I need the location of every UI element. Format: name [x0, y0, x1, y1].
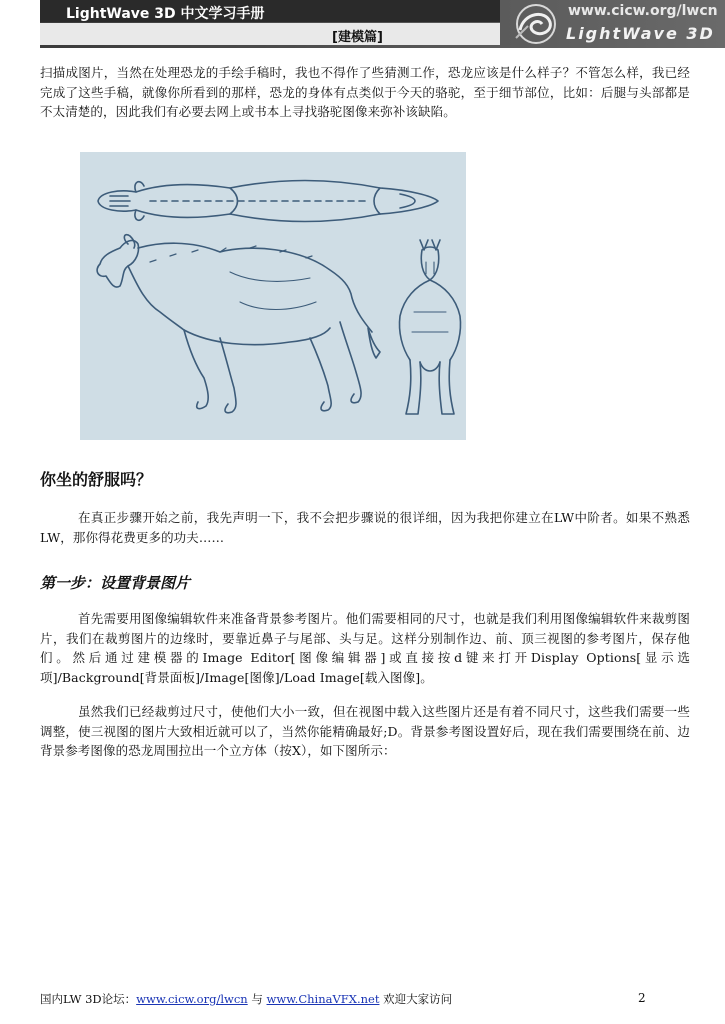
footer-suffix: 欢迎大家访问 [379, 992, 453, 1006]
three-view-sketch [80, 152, 466, 440]
footer-connector: 与 [247, 992, 267, 1006]
header-section-strip [40, 23, 500, 45]
adjust-size-paragraph: 虽然我们已经裁剪过尺寸，使他们大小一致，但在视图中载入这些图片还是有着不同尺寸，这些我们需要一些调整，使三视图的图片大致相近就可以了，当然你能精确最好;D。背景参考图设置好后，现在我们需要围绕在前、边背景参考图像的恐龙周围拉出一个立方体（按X），如下图所示： [40, 704, 690, 758]
manual-title: LightWave 3D 中文学习手册 [66, 6, 265, 22]
page-footer [40, 991, 685, 1007]
header-url: www.cicw.org/lwcn [568, 3, 718, 19]
dinosaur-sketch-image [80, 152, 466, 440]
section-heading-comfortable: 你坐的舒服吗？ [40, 470, 153, 489]
brand-logo-text: LightWave 3D [566, 24, 715, 43]
background-setup-paragraph: 首先需要用图像编辑软件来准备背景参考图片。他们需要相同的尺寸，也就是我们利用图像编辑软件来裁剪图片，我们在裁剪图片的边缘时，要靠近鼻子与尾部、头与足。这样分别制作边、前、顶三视图的参考图片，保存他们。然后通过建模器的Image Editor[图像编辑器]或直接按d键来打开Display Options[显示选项]/Background[背景面板]/Image[图像]/Load Image[载入图像]。 [40, 611, 690, 685]
chinavfx-link[interactable]: www.ChinaVFX.net [266, 992, 380, 1006]
disclaimer-paragraph: 在真正步骤开始之前，我先声明一下，我不会把步骤说的很详细，因为我把你建立在LW中阶者。如果不熟悉LW，那你得花费更多的功夫…… [40, 510, 690, 545]
section-label: [建模篇] [332, 30, 383, 45]
top-view-drawing [98, 181, 438, 222]
step-one-heading: 第一步：设置背景图片 [40, 574, 191, 592]
forum-link[interactable]: www.cicw.org/lwcn [136, 992, 248, 1006]
side-view-drawing [97, 235, 380, 413]
front-view-drawing [399, 240, 460, 414]
page-number: 2 [638, 991, 646, 1005]
page-header [40, 0, 725, 48]
swirl-logo-icon [498, 0, 568, 48]
intro-paragraph: 扫描成图片，当然在处理恐龙的手绘手稿时，我也不得作了些猜测工作，恐龙应该是什么样子？不管怎么样，我已经完成了这些手稿，就像你所看到的那样，恐龙的身体有点类似于今天的骆驼，至于细节部位，比如：后腿与头部都是不太清楚的，因此我们有必要去网上或书本上寻找骆驼图像来弥补该缺陷。 [40, 65, 690, 119]
footer-prefix: 国内LW 3D论坛： [40, 992, 137, 1006]
